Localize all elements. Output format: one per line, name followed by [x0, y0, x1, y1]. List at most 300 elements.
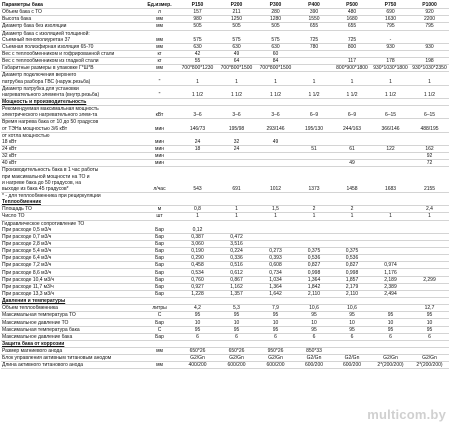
value-cell: 49	[256, 139, 295, 146]
unit-cell: Бар	[141, 276, 178, 283]
table-row	[1, 283, 449, 290]
value-cell: 1	[333, 213, 371, 220]
unit-cell: Ед.измер.	[141, 2, 178, 9]
value-cell: 95	[410, 312, 449, 319]
value-cell	[410, 240, 449, 247]
table-row	[1, 119, 449, 126]
value-cell	[333, 199, 371, 206]
specifications-table	[1, 2, 449, 369]
value-cell	[371, 153, 410, 160]
table-row	[1, 79, 449, 86]
value-cell: 950*26	[256, 348, 295, 355]
table-row	[1, 16, 449, 23]
row-label: Диаметр бака без изоляции	[1, 23, 141, 30]
table-row	[1, 145, 449, 152]
table-row	[1, 290, 449, 297]
value-cell: 1,364	[295, 276, 333, 283]
unit-cell	[141, 72, 178, 79]
value-cell: G2/Gn	[295, 355, 333, 362]
value-cell	[371, 30, 410, 37]
value-cell	[217, 153, 256, 160]
value-cell: 400/200	[178, 362, 217, 369]
value-cell: 2,4	[410, 206, 449, 213]
value-cell: 95	[371, 312, 410, 319]
value-cell	[410, 340, 449, 347]
value-cell: 95	[371, 326, 410, 333]
value-cell: 630	[178, 43, 217, 50]
value-cell: 1,642	[256, 290, 295, 297]
value-cell	[410, 298, 449, 305]
value-cell: 0,458	[178, 262, 217, 269]
unit-cell: "	[141, 79, 178, 86]
value-cell: 42	[178, 50, 217, 57]
row-label: Максимальная температура ТО	[1, 312, 141, 319]
value-cell: 0,12	[178, 227, 217, 234]
value-cell	[295, 98, 333, 105]
value-cell	[256, 298, 295, 305]
value-cell: 390	[295, 9, 333, 16]
value-cell	[333, 30, 371, 37]
value-cell: 2,110	[333, 290, 371, 297]
value-cell: 280	[256, 9, 295, 16]
unit-cell: Бар	[141, 233, 178, 240]
value-cell: 600/200	[256, 362, 295, 369]
unit-cell	[141, 119, 178, 126]
value-cell: 600/200	[217, 362, 256, 369]
value-cell	[410, 348, 449, 355]
value-cell: 178	[371, 58, 410, 65]
value-cell	[410, 248, 449, 255]
value-cell: 700*800*1230	[178, 65, 217, 72]
value-cell	[256, 340, 295, 347]
value-cell: 3–6	[178, 112, 217, 119]
table-row	[1, 139, 449, 146]
value-cell: 800	[333, 43, 371, 50]
unit-cell	[141, 298, 178, 305]
unit-cell: Бар	[141, 255, 178, 262]
value-cell: 2*(200/200)	[410, 362, 449, 369]
value-cell: 92	[410, 153, 449, 160]
value-cell: 60	[256, 50, 295, 57]
value-cell: 49	[333, 160, 371, 167]
value-cell	[295, 139, 333, 146]
table-row	[1, 65, 449, 72]
unit-cell: Бар	[141, 240, 178, 247]
value-cell	[410, 106, 449, 113]
table-row	[1, 326, 449, 333]
value-cell: 1250	[217, 16, 256, 23]
unit-cell	[141, 340, 178, 347]
value-cell: 1 1/2	[295, 92, 333, 99]
unit-cell: мм	[141, 16, 178, 23]
value-cell: 95	[217, 326, 256, 333]
value-cell: 480	[333, 9, 371, 16]
value-cell	[256, 220, 295, 227]
value-cell: 600/200	[295, 362, 333, 369]
value-cell	[371, 348, 410, 355]
table-body	[1, 2, 449, 369]
row-label: 40 кВт	[1, 160, 141, 167]
row-label: выходе из бака 45 градусов*	[1, 186, 141, 193]
unit-cell: литры	[141, 305, 178, 312]
unit-cell	[141, 98, 178, 105]
value-cell: 32	[217, 139, 256, 146]
value-cell: 6	[256, 333, 295, 340]
value-cell	[333, 50, 371, 57]
value-cell: 1	[178, 79, 217, 86]
value-cell: 0,760	[178, 276, 217, 283]
value-cell: 211	[217, 9, 256, 16]
value-cell	[178, 153, 217, 160]
row-label: Диаметр бака с изоляцией толщиной:	[2, 30, 90, 37]
value-cell	[217, 199, 256, 206]
value-cell: 650*26	[178, 348, 217, 355]
value-cell: 2,179	[333, 283, 371, 290]
value-cell: 10	[178, 319, 217, 326]
value-cell: 655	[333, 23, 371, 30]
value-cell: 10,6	[333, 305, 371, 312]
value-cell	[371, 227, 410, 234]
value-cell	[295, 240, 333, 247]
row-label: Давления и температуры	[1, 298, 141, 305]
value-cell: 6	[410, 333, 449, 340]
value-cell: 55	[178, 58, 217, 65]
value-cell: 0,827	[295, 262, 333, 269]
unit-cell	[141, 167, 178, 174]
table-row	[1, 58, 449, 65]
value-cell: 3–6	[256, 112, 295, 119]
value-cell	[333, 106, 371, 113]
row-label: и нагреве бака до 50 градусов, на	[2, 179, 81, 186]
value-cell	[295, 72, 333, 79]
value-cell: 0,290	[178, 255, 217, 262]
value-cell	[333, 153, 371, 160]
value-cell: 2,110	[295, 290, 333, 297]
value-cell	[295, 233, 333, 240]
value-cell: G2/Gn	[410, 355, 449, 362]
value-cell: 195/98	[217, 126, 256, 133]
value-cell: 505	[217, 23, 256, 30]
row-label: Параметры бака	[1, 2, 141, 9]
value-cell: 0,867	[217, 276, 256, 283]
row-label: При расходе 11,7 м3/ч	[1, 283, 141, 290]
table-row	[1, 213, 449, 220]
value-cell	[295, 132, 333, 139]
value-cell	[410, 192, 449, 199]
value-cell: 630	[256, 43, 295, 50]
table-row	[1, 23, 449, 30]
value-cell: 690	[371, 9, 410, 16]
value-cell: 1	[295, 79, 333, 86]
unit-cell: Бар	[141, 227, 178, 234]
value-cell: 95	[178, 312, 217, 319]
unit-cell	[141, 355, 178, 362]
table-row	[1, 192, 449, 199]
value-cell	[295, 85, 333, 92]
value-cell	[256, 30, 295, 37]
value-cell	[371, 305, 410, 312]
value-cell: 488/195	[410, 126, 449, 133]
row-label: Время нагрева бака от 10 до 50 градусов	[2, 119, 99, 126]
value-cell: 1280	[256, 16, 295, 23]
table-row	[1, 30, 449, 37]
unit-cell: мм	[141, 362, 178, 369]
unit-cell: мин	[141, 145, 178, 152]
value-cell: 1	[410, 213, 449, 220]
value-cell	[371, 72, 410, 79]
value-cell: 1 1/2	[256, 92, 295, 99]
table-row	[1, 37, 449, 44]
value-cell	[295, 106, 333, 113]
unit-cell: мм	[141, 43, 178, 50]
unit-cell: мм	[141, 23, 178, 30]
value-cell: 6–9	[295, 112, 333, 119]
value-cell	[371, 340, 410, 347]
unit-cell: мм	[141, 65, 178, 72]
table-row	[1, 312, 449, 319]
value-cell	[410, 199, 449, 206]
value-cell: 3,060	[178, 240, 217, 247]
value-cell: 195/130	[295, 126, 333, 133]
value-cell	[256, 98, 295, 105]
value-cell	[256, 85, 295, 92]
row-label: электрического нагревательного элем-та	[1, 112, 141, 119]
value-cell: 1	[178, 213, 217, 220]
value-cell	[371, 85, 410, 92]
value-cell	[333, 167, 371, 174]
value-cell	[178, 106, 217, 113]
value-cell	[371, 106, 410, 113]
table-row	[1, 240, 449, 247]
value-cell: 1	[295, 213, 333, 220]
value-cell: 2155	[410, 186, 449, 193]
unit-cell	[141, 220, 178, 227]
unit-cell: кг	[141, 50, 178, 57]
value-cell: 72	[410, 160, 449, 167]
value-cell: P300	[256, 2, 295, 9]
value-cell	[410, 139, 449, 146]
value-cell	[333, 132, 371, 139]
table-row	[1, 132, 449, 139]
value-cell: 198	[410, 58, 449, 65]
value-cell	[333, 139, 371, 146]
row-label: При расходе 10,4 м3/ч	[1, 276, 141, 283]
value-cell: 366/146	[371, 126, 410, 133]
unit-cell: Бар	[141, 248, 178, 255]
value-cell: 630	[217, 43, 256, 50]
value-cell: 6	[178, 333, 217, 340]
value-cell: 1	[217, 79, 256, 86]
value-cell: 2200	[410, 16, 449, 23]
row-label: Производительность бака в 1 час работы	[2, 167, 99, 174]
value-cell: 51	[295, 145, 333, 152]
table-row	[1, 160, 449, 167]
row-label: Защита бака от коррозии	[1, 340, 141, 347]
value-cell: 505	[178, 23, 217, 30]
unit-cell	[141, 199, 178, 206]
value-cell	[256, 227, 295, 234]
table-row	[1, 206, 449, 213]
value-cell: 930*1030*2350	[410, 65, 449, 72]
value-cell	[410, 98, 449, 105]
table-row	[1, 186, 449, 193]
value-cell: 64	[217, 58, 256, 65]
row-label: Рекомендуемая максимальная мощность	[2, 106, 99, 113]
value-cell: 930	[371, 43, 410, 50]
unit-cell: кг	[141, 58, 178, 65]
value-cell: 61	[333, 145, 371, 152]
value-cell: 795	[410, 23, 449, 30]
value-cell: P150	[178, 2, 217, 9]
value-cell: 1	[410, 79, 449, 86]
value-cell	[333, 348, 371, 355]
value-cell	[295, 167, 333, 174]
unit-cell: мин	[141, 153, 178, 160]
value-cell	[256, 240, 295, 247]
value-cell	[295, 220, 333, 227]
value-cell	[217, 132, 256, 139]
value-cell	[333, 85, 371, 92]
value-cell: G2/Gn	[333, 355, 371, 362]
value-cell: 10	[410, 319, 449, 326]
value-cell: 0,974	[371, 262, 410, 269]
value-cell	[295, 153, 333, 160]
value-cell	[371, 139, 410, 146]
value-cell: 95	[333, 326, 371, 333]
value-cell: 10	[256, 319, 295, 326]
value-cell: 1	[371, 79, 410, 86]
value-cell	[178, 132, 217, 139]
value-cell: 2,389	[371, 283, 410, 290]
value-cell: 1 1/2	[371, 92, 410, 99]
value-cell	[371, 98, 410, 105]
section-header-row	[1, 298, 449, 305]
value-cell: 800*900*1800	[333, 65, 371, 72]
row-label: При расходе 7,2 м3/ч	[1, 262, 141, 269]
table-row	[1, 227, 449, 234]
row-label: 18 кВт	[1, 139, 141, 146]
value-cell: 10,6	[295, 305, 333, 312]
row-label: Мощность и производительность	[1, 98, 141, 105]
value-cell: 0,534	[178, 269, 217, 276]
table-row	[1, 362, 449, 369]
row-label: 24 кВт	[1, 145, 141, 152]
value-cell	[178, 220, 217, 227]
value-cell: 575	[217, 37, 256, 44]
unit-cell: мин	[141, 160, 178, 167]
value-cell	[217, 298, 256, 305]
unit-cell: С	[141, 312, 178, 319]
value-cell: 1458	[333, 186, 371, 193]
value-cell: 1680	[333, 16, 371, 23]
table-row	[1, 92, 449, 99]
value-cell: 24	[178, 139, 217, 146]
value-cell: 1,842	[295, 283, 333, 290]
value-cell	[371, 206, 410, 213]
table-row	[1, 348, 449, 355]
row-label: Максимальное давление ТО	[1, 319, 141, 326]
value-cell	[295, 50, 333, 57]
value-cell: 725	[333, 37, 371, 44]
value-cell: 157	[178, 9, 217, 16]
section-header-row	[1, 340, 449, 347]
value-cell: 12,7	[410, 305, 449, 312]
value-cell: 575	[256, 37, 295, 44]
value-cell: P200	[217, 2, 256, 9]
unit-cell	[141, 192, 178, 199]
value-cell	[371, 50, 410, 57]
value-cell	[256, 192, 295, 199]
value-cell: 6	[295, 333, 333, 340]
value-cell	[410, 119, 449, 126]
value-cell	[295, 58, 333, 65]
table-row	[1, 85, 449, 92]
value-cell	[371, 220, 410, 227]
value-cell: 691	[217, 186, 256, 193]
row-label: Диаметр подключения верхнего	[2, 72, 77, 79]
value-cell	[256, 233, 295, 240]
value-cell: 920	[410, 9, 449, 16]
value-cell	[217, 340, 256, 347]
value-cell	[410, 269, 449, 276]
unit-cell: мин	[141, 126, 178, 133]
row-label: При расходе 8,6 м3/ч	[1, 269, 141, 276]
value-cell: 49	[217, 50, 256, 57]
value-cell	[333, 119, 371, 126]
value-cell	[410, 255, 449, 262]
value-cell	[217, 30, 256, 37]
value-cell: 600/200	[333, 362, 371, 369]
unit-cell: мм	[141, 37, 178, 44]
value-cell: 95	[410, 326, 449, 333]
value-cell	[371, 199, 410, 206]
table-row	[1, 106, 449, 113]
row-label: * - для теплообменника при рециркуляции	[2, 193, 101, 199]
value-cell: 1 1/2	[217, 92, 256, 99]
table-row	[1, 255, 449, 262]
value-cell: 1630	[371, 16, 410, 23]
value-cell: 655	[295, 23, 333, 30]
value-cell: 244/163	[333, 126, 371, 133]
unit-cell: мм	[141, 348, 178, 355]
value-cell: 95	[333, 312, 371, 319]
value-cell: 2,189	[371, 276, 410, 283]
value-cell: 2,299	[410, 276, 449, 283]
value-cell	[256, 72, 295, 79]
table-row	[1, 333, 449, 340]
value-cell	[410, 132, 449, 139]
row-label: Объем бака с ТО	[1, 9, 141, 16]
unit-cell	[141, 106, 178, 113]
value-cell	[410, 167, 449, 174]
section-header-row	[1, 98, 449, 105]
value-cell: 930*1030*1800	[371, 65, 410, 72]
value-cell: 930	[410, 43, 449, 50]
value-cell	[256, 199, 295, 206]
value-cell: 0,375	[295, 248, 333, 255]
table-row	[1, 269, 449, 276]
value-cell	[371, 132, 410, 139]
table-row	[1, 112, 449, 119]
value-cell	[217, 106, 256, 113]
table-row	[1, 72, 449, 79]
value-cell	[256, 160, 295, 167]
value-cell: 95	[256, 326, 295, 333]
table-row	[1, 153, 449, 160]
table-row	[1, 355, 449, 362]
value-cell	[295, 160, 333, 167]
row-label: при максимальной мощности на ТО и	[2, 173, 90, 180]
